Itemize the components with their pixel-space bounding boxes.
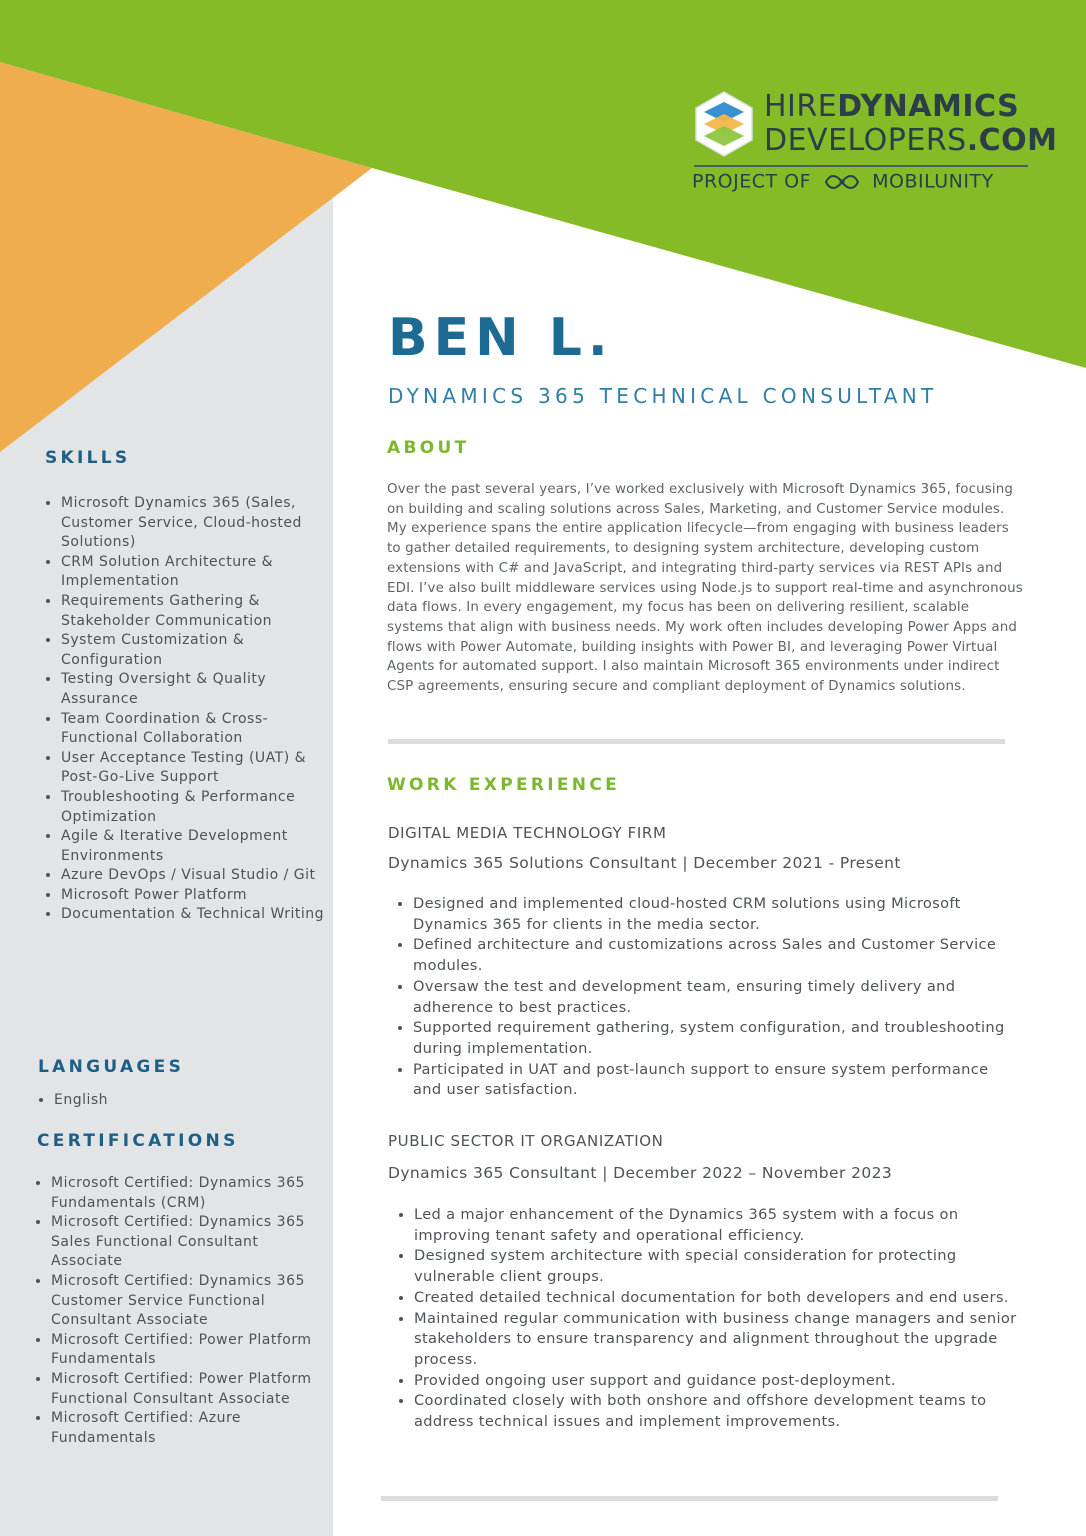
about-paragraph: Over the past several years, I’ve worked exclusively with Microsoft Dynamics 365, focusing on building and scaling solutions across Sales, Marketing, and Customer Service modules. My experience spans the entire application lifecycle—from engaging with business leaders to gather detailed requirements, to designing system architecture, developing custom extensions with C# and JavaScript, and integrating third-party services via REST APIs and EDI. I’ve also built middleware services using Node.js to support real-time and asynchronous data flows. In every engagement, my focus has been on delivering resilient, scalable systems that align with business needs. My work often includes developing Power Apps and flows with Power Automate, building insights with Power BI, and leveraging Power Virtual Agents for automated support. I also maintain Microsoft 365 environments under indirect CSP agreements, ensuring secure and compliant deployment of Dynamics solutions. bbox=[387, 482, 1023, 695]
skills-heading: SKILLS bbox=[45, 448, 131, 468]
list-item: • Team Coordination & Cross-Functional Collaboration bbox=[61, 710, 327, 749]
job-2-bullets bbox=[390, 1205, 1020, 1433]
logo-line-2 bbox=[764, 123, 1058, 158]
list-item: • Maintained regular communication with business change managers and senior stakeholders to ensure transparency and alignment throughout the upgrade process. bbox=[414, 1309, 1020, 1371]
mobilunity-icon bbox=[822, 172, 862, 192]
list-item: • Designed and implemented cloud-hosted CRM solutions using Microsoft Dynamics 365 for clients in the media sector. bbox=[413, 894, 1013, 935]
logo-project-of: PROJECT OF bbox=[692, 170, 812, 193]
list-item: • Microsoft Power Platform bbox=[61, 886, 327, 906]
job-2-company: PUBLIC SECTOR IT ORGANIZATION bbox=[388, 1132, 664, 1150]
list-item: • Defined architecture and customizations across Sales and Customer Service modules. bbox=[413, 935, 1013, 976]
list-item: • Troubleshooting & Performance Optimization bbox=[61, 788, 327, 827]
list-item: • Designed system architecture with special consideration for protecting vulnerable client groups. bbox=[414, 1246, 1020, 1287]
list-item: • Agile & Iterative Development Environments bbox=[61, 827, 327, 866]
list-item: • English bbox=[54, 1091, 324, 1111]
languages-heading: LANGUAGES bbox=[38, 1057, 185, 1077]
list-item: • System Customization & Configuration bbox=[61, 631, 327, 670]
section-divider bbox=[388, 739, 1005, 744]
certifications-list bbox=[27, 1174, 317, 1448]
list-item: • Microsoft Dynamics 365 (Sales, Customer Service, Cloud-hosted Solutions) bbox=[61, 494, 327, 553]
list-item: • Microsoft Certified: Power Platform Fundamentals bbox=[51, 1331, 317, 1370]
list-item: • Microsoft Certified: Azure Fundamentals bbox=[51, 1409, 317, 1448]
section-divider bbox=[381, 1496, 998, 1501]
job-1-bullets bbox=[389, 894, 1013, 1101]
logo-mobilunity: MOBILUNITY bbox=[872, 170, 994, 193]
languages-list bbox=[30, 1091, 324, 1111]
list-item: • Microsoft Certified: Dynamics 365 Sales Functional Consultant Associate bbox=[51, 1213, 317, 1272]
hexagon-layers-icon bbox=[690, 90, 758, 158]
list-item: • Created detailed technical documentation for both developers and end users. bbox=[414, 1288, 1020, 1309]
list-item: • Provided ongoing user support and guidance post-deployment. bbox=[414, 1371, 1020, 1392]
list-item: • Azure DevOps / Visual Studio / Git bbox=[61, 866, 327, 886]
list-item: • Supported requirement gathering, system configuration, and troubleshooting during implementation. bbox=[413, 1018, 1013, 1059]
company-logo[interactable] bbox=[688, 88, 1058, 198]
logo-dynamics: DYNAMICS bbox=[837, 89, 1020, 124]
logo-divider bbox=[694, 165, 1028, 167]
job-1-company: DIGITAL MEDIA TECHNOLOGY FIRM bbox=[388, 824, 667, 842]
skills-list bbox=[37, 494, 327, 925]
list-item: • Oversaw the test and development team, ensuring timely delivery and adherence to best practices. bbox=[413, 977, 1013, 1018]
logo-line-1 bbox=[764, 89, 1020, 124]
job-2-role: Dynamics 365 Consultant | December 2022 – November 2023 bbox=[388, 1164, 893, 1182]
list-item: • User Acceptance Testing (UAT) & Post-Go-Live Support bbox=[61, 749, 327, 788]
about-heading: ABOUT bbox=[387, 438, 470, 458]
list-item: • Participated in UAT and post-launch support to ensure system performance and user satisfaction. bbox=[413, 1060, 1013, 1101]
logo-com: .COM bbox=[966, 123, 1058, 158]
logo-line-3 bbox=[692, 172, 994, 192]
candidate-name: BEN L. bbox=[388, 308, 614, 368]
logo-hire: HIRE bbox=[764, 89, 838, 124]
list-item: • Coordinated closely with both onshore and offshore development teams to address technical issues and implement improvements. bbox=[414, 1391, 1020, 1432]
candidate-title: DYNAMICS 365 TECHNICAL CONSULTANT bbox=[388, 384, 938, 408]
list-item: • Requirements Gathering & Stakeholder Communication bbox=[61, 592, 327, 631]
work-experience-heading: WORK EXPERIENCE bbox=[387, 775, 621, 795]
list-item: • Documentation & Technical Writing bbox=[61, 905, 327, 925]
list-item: • Microsoft Certified: Dynamics 365 Fundamentals (CRM) bbox=[51, 1174, 317, 1213]
logo-developers: DEVELOPERS bbox=[764, 123, 967, 158]
list-item: • Microsoft Certified: Dynamics 365 Customer Service Functional Consultant Associate bbox=[51, 1272, 317, 1331]
list-item: • CRM Solution Architecture & Implementation bbox=[61, 553, 327, 592]
list-item: • Microsoft Certified: Power Platform Functional Consultant Associate bbox=[51, 1370, 317, 1409]
list-item: • Led a major enhancement of the Dynamics 365 system with a focus on improving tenant safety and operational efficiency. bbox=[414, 1205, 1020, 1246]
list-item: • Testing Oversight & Quality Assurance bbox=[61, 670, 327, 709]
certifications-heading: CERTIFICATIONS bbox=[37, 1131, 239, 1151]
job-1-role: Dynamics 365 Solutions Consultant | December 2021 - Present bbox=[388, 854, 901, 872]
